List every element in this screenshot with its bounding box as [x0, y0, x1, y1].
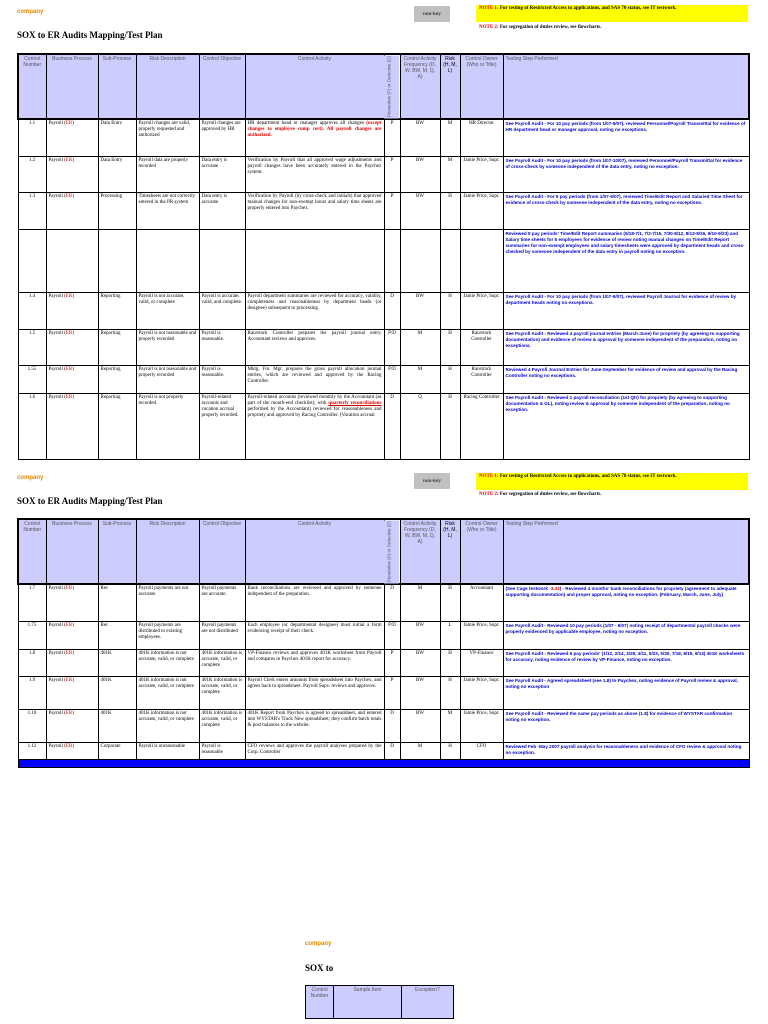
note-1-label: NOTE 1: — [479, 6, 499, 11]
control-activity: 401K Report from Paychex is agreed to spreadsheet, and entered into WYSTAR's Track Now spreadsheet; they confirm batch totals & post balances to the website. — [245, 709, 384, 742]
control-number: 1.6 — [18, 393, 46, 459]
table-row — [18, 584, 749, 621]
risk-description: 401K information is not accurate, valid, or complete — [136, 649, 199, 676]
table-footer-bar — [18, 759, 749, 767]
business-process: Payroll (ER) — [46, 292, 98, 329]
header-sub-process: Sub-Process — [98, 519, 136, 584]
control-owner: Jamie Price, Supr. — [460, 192, 503, 229]
business-process: Payroll (ER) — [46, 192, 98, 229]
frequency: BW — [400, 621, 440, 649]
testing-step: Reviewed Feb -May 2007 payroll analysis for reasonableness and evidence of CFO review & approval noting no exception. — [503, 742, 749, 759]
test-plan-table-2 — [17, 518, 750, 768]
risk-description: Payroll changes are valid, properly requested and authorized — [136, 119, 199, 156]
control-owner: VP-Finance — [460, 649, 503, 676]
control-number: 1.55 — [18, 365, 46, 393]
frequency: BW — [400, 292, 440, 329]
preventive-detective: P/D — [384, 329, 400, 365]
table-row — [18, 119, 749, 156]
header-testing-step: Testing Step Performed — [503, 519, 749, 584]
preventive-detective: D — [384, 709, 400, 742]
company-label-2: company — [17, 475, 44, 481]
header-control-number: Control Number — [18, 519, 46, 584]
frequency: BW — [400, 709, 440, 742]
sub-process: Data Entry — [98, 156, 136, 192]
preventive-detective: D — [384, 393, 400, 459]
table-row — [18, 742, 749, 759]
control-owner: Jamie Price, Supr. — [460, 292, 503, 329]
header-control-activity: Control Activity — [245, 519, 384, 584]
note-2-section-2: NOTE 2: For segregation of duties review, see flowcharts. — [479, 492, 602, 497]
sub-process: Reporting — [98, 393, 136, 459]
control-owner: Racetrack Controller — [460, 329, 503, 365]
testing-step: (See Cage testwork -3.33) - Reviewed 4 months' bank reconciliations for propriety (agreement to adequate supporting documentation) and proper approval, noting no exception. (February, March, June, July) — [503, 584, 749, 621]
frequency: BW — [400, 192, 440, 229]
risk-description: Payroll is not accurate, valid, or complete — [136, 292, 199, 329]
table-row — [18, 649, 749, 676]
risk-description: Payroll is not properly recorded. — [136, 393, 199, 459]
note-2-text: For segregation of duties review, see flowcharts. — [499, 25, 602, 30]
business-process: Payroll (ER) — [46, 329, 98, 365]
table-row — [18, 156, 749, 192]
control-objective: Payroll is accurate, valid, and complete. — [199, 292, 245, 329]
page-title-2: SOX to ER Audits Mapping/Test Plan — [17, 496, 163, 506]
table-row — [18, 229, 749, 292]
control-owner: CFO — [460, 742, 503, 759]
risk-level: M — [440, 156, 460, 192]
preventive-detective: P — [384, 649, 400, 676]
control-activity: Payroll department summaries are reviewed for accuracy, validity, completeness and reasonableness by department heads (or designee) subsequent to processing. — [245, 292, 384, 329]
frequency: BW — [400, 676, 440, 709]
control-objective: 401K information is accurate, valid, or complete — [199, 709, 245, 742]
sub-process: Reporting — [98, 365, 136, 393]
business-process: Payroll (ER) — [46, 584, 98, 621]
business-process: Payroll (ER) — [46, 676, 98, 709]
header-control-number: Control Number — [18, 54, 46, 119]
risk-level: H — [440, 742, 460, 759]
control-objective: Payroll payments are not distributed — [199, 621, 245, 649]
risk-description: Payroll payments are not accurate. — [136, 584, 199, 621]
risk-level: H — [440, 676, 460, 709]
control-number: 1.3 — [18, 192, 46, 229]
risk-level: H — [440, 365, 460, 393]
business-process: Payroll (ER) — [46, 119, 98, 156]
risk-description: Payroll is not reasonable and properly recorded — [136, 365, 199, 393]
control-objective: Payroll is reasonable — [199, 742, 245, 759]
sub-process: Rec — [98, 621, 136, 649]
header-control-objective: Control Objective — [199, 54, 245, 119]
note-1 — [476, 5, 748, 22]
control-owner: Jamie Price, Supr. — [460, 676, 503, 709]
control-number: 1.4 — [18, 292, 46, 329]
company-label: company — [17, 9, 44, 15]
preventive-detective: P/D — [384, 365, 400, 393]
frequency: BW — [400, 649, 440, 676]
business-process: Payroll (ER) — [46, 742, 98, 759]
business-process: Payroll (ER) — [46, 365, 98, 393]
business-process: Payroll (ER) — [46, 393, 98, 459]
note-1-text: For testing of Restricted Access to applications, and SAS 70 status, see IT testwork. — [499, 6, 677, 11]
testing-step: See Payroll Audit - Reviewed 5 pay periods' (1/12, 2/14, 3/28, 4/11, 5/23, 5/30, 7/18, 8/15, 9/13) 401K worksheets for accuracy, noting evidence of review by VP-Finance, noting no exception. — [503, 649, 749, 676]
control-activity: VP-Finance reviews and approves 401K worksheet from Payroll and compares to Paychex 401K report for accuracy. — [245, 649, 384, 676]
header-control-number: Control Number — [306, 986, 334, 1019]
header-business-process: Business Process — [46, 54, 98, 119]
preventive-detective: P — [384, 156, 400, 192]
risk-level: M — [440, 709, 460, 742]
sub-process: Reporting — [98, 292, 136, 329]
sub-process: 401K — [98, 676, 136, 709]
non-key-label-2: non-key — [414, 473, 450, 489]
control-objective: Data entry is accurate — [199, 156, 245, 192]
control-owner: Racetrack Controller — [460, 365, 503, 393]
sub-process: Processing — [98, 192, 136, 229]
business-process: Payroll (ER) — [46, 649, 98, 676]
control-number: 1.5 — [18, 329, 46, 365]
business-process: Payroll (ER) — [46, 709, 98, 742]
header-frequency: Control Activity Frequency (D, W, BW, M, Q, A) — [400, 519, 440, 584]
control-activity: Mktg. Fin. Mgr. prepares the gross payroll allocation journal entries, which are reviewed and approved by the Racing Controller. — [245, 365, 384, 393]
business-process: Payroll (ER) — [46, 621, 98, 649]
testing-step: See Payroll Audit - For 10 pay periods (from 1/07-10/07), reviewed Personnel/Payroll Transmittal for evidence of cross-check by someone independent of the data entry, noting no exception. — [503, 156, 749, 192]
sample-table — [305, 985, 454, 1019]
table-row — [18, 365, 749, 393]
non-key-label: non-key — [414, 6, 450, 22]
testing-step: See Payroll Audit - Agreed spreadsheet (see 1.8) to Paychex, noting evidence of Payroll review & approval, noting no exception — [503, 676, 749, 709]
testing-step: Reviewed 4 Payroll Journal Entries for June-September for evidence of review and approval by the Racing Controller noting no exceptions. — [503, 365, 749, 393]
company-label-3: company — [305, 941, 332, 947]
control-objective: Payroll payments are accurate. — [199, 584, 245, 621]
control-number: 1.1 — [18, 119, 46, 156]
preventive-detective: P/D — [384, 621, 400, 649]
control-activity: Bank reconciliations are reviewed and approved by someone independent of the preparation. — [245, 584, 384, 621]
risk-description: 401K information is not accurate, valid, or complete — [136, 676, 199, 709]
control-owner: Jamie Price, Supr. — [460, 709, 503, 742]
control-objective: Data entry is accurate — [199, 192, 245, 229]
control-owner: Jamie Price, Supr. — [460, 621, 503, 649]
testing-step: See Payroll Audit - For 10 pay periods (from 1/07-9/07), reviewed Personnel/Payroll Transmittal for evidence of HR department head or manager approval, noting no exceptions. — [503, 119, 749, 156]
risk-level: H — [440, 649, 460, 676]
testing-step: See Payroll Audit - Reviewed 4 payroll journal entries (March-June) for propriety (by agreeing to supporting documentation) and evidence of review & approval by someone independent of the preparation, noting no exceptions. — [503, 329, 749, 365]
table-row — [18, 393, 749, 459]
header-risk-description: Risk Description — [136, 519, 199, 584]
control-activity: HR department head or manager approves all changes (except changes to employee comp cert). All payroll changes are authorized. — [245, 119, 384, 156]
frequency: BW — [400, 119, 440, 156]
control-objective: Payroll changes are approved by HR — [199, 119, 245, 156]
control-objective: 401K information is accurate, valid, or complete — [199, 676, 245, 709]
business-process: Payroll (ER) — [46, 156, 98, 192]
header-exception: Exception? — [402, 986, 454, 1019]
testing-step: See Payroll Audit - Reviewed 10 pay periods (1/07 - 9/07) noting receipt of departmental payroll checks were properly evidenced by applicable employee, noting no exception. — [503, 621, 749, 649]
testing-step: See Payroll Audit - For 10 pay periods (from 1/07-9/07), reviewed Payroll Journal for evidence of review by department heads noting no exceptions. — [503, 292, 749, 329]
sub-process: Rec — [98, 584, 136, 621]
table-row — [18, 709, 749, 742]
control-objective: 401K information is accurate, valid, or complete — [199, 649, 245, 676]
table-row — [18, 292, 749, 329]
frequency: M — [400, 584, 440, 621]
header-business-process: Business Process — [46, 519, 98, 584]
risk-description: Payroll payments are distributed to existing employees. — [136, 621, 199, 649]
control-activity: CFO reviews and approves the payroll analyses prepared by the Corp. Controller — [245, 742, 384, 759]
control-number: 1.12 — [18, 742, 46, 759]
frequency: M — [400, 365, 440, 393]
header-risk-description: Risk Description — [136, 54, 199, 119]
testing-step: See Payroll Audit - Reviewed 1 payroll reconciliation (1st Qtr) for propriety (by agreeing to supporting documentation & GL), noting review & approval by someone independent of the preparation, noting no exception. — [503, 393, 749, 459]
frequency: BW — [400, 156, 440, 192]
risk-level: L — [440, 621, 460, 649]
control-activity: Each employee (or departmental designee) must initial a form evidencing receipt of their check. — [245, 621, 384, 649]
header-risk-level: Risk (H, M, L) — [440, 54, 460, 119]
risk-level: H — [440, 584, 460, 621]
sub-process: 401K — [98, 709, 136, 742]
control-owner: Accountant — [460, 584, 503, 621]
header-sub-process: Sub-Process — [98, 54, 136, 119]
testing-step: Reviewed 5 pay periods' Time/Edit Report summaries (6/18-7/1, 7/2-7/15, 7/30-8/12, 8/13-8/26, 9/10-9/23) and Salary time sheets for 5 employees for evidence of review noting manual changes on Time/Edit Report summaries for non-exempt employees and salary timesheets were approved by department heads and cross-checked by someone independent of the data entry in payroll noting no exception. — [503, 229, 749, 292]
risk-description: Payroll data are properly recorded — [136, 156, 199, 192]
risk-description: Payroll is unreasonable — [136, 742, 199, 759]
header-risk-level: Risk (H, M, L) — [440, 519, 460, 584]
header-preventive-detective: Preventive (P) or Detective (D) — [384, 54, 400, 119]
testing-step: See Payroll Audit - Reviewed the same pay periods as above (1.8) for evidence of WYSTAR confirmation noting no exception. — [503, 709, 749, 742]
header-control-owner: Control Owner (Who or Title) — [460, 519, 503, 584]
control-number: 1.10 — [18, 709, 46, 742]
header-frequency: Control Activity Frequency (D, W, BW, M, Q, A) — [400, 54, 440, 119]
control-number: 1.9 — [18, 676, 46, 709]
control-owner: Racing Controller — [460, 393, 503, 459]
frequency: Q — [400, 393, 440, 459]
control-activity: Payroll Clerk enters amounts from spreadsheet into Paychex, and agrees back to spreadsheet. Payroll Supv. reviews and approves. — [245, 676, 384, 709]
table-row — [18, 329, 749, 365]
risk-level: H — [440, 292, 460, 329]
page-title: SOX to ER Audits Mapping/Test Plan — [17, 30, 163, 40]
risk-description: Timesheets are not correctly entered in the PR system — [136, 192, 199, 229]
control-number: 1.7 — [18, 584, 46, 621]
risk-level: H — [440, 192, 460, 229]
risk-level: H — [440, 393, 460, 459]
risk-level: H — [440, 329, 460, 365]
control-owner: HR Director — [460, 119, 503, 156]
control-number: 1.8 — [18, 649, 46, 676]
note-2 — [476, 24, 754, 31]
sub-process: Corporate — [98, 742, 136, 759]
test-plan-table-1 — [17, 53, 750, 460]
preventive-detective: P — [384, 119, 400, 156]
table-row — [18, 676, 749, 709]
control-activity: Verification by Payroll (by cross-check and initials) that approved manual changes for non-exempt hours and salary time sheets are properly entered into Paychex. — [245, 192, 384, 229]
control-objective: Payroll-related accounts and vacation accrual properly recorded. — [199, 393, 245, 459]
header-control-owner: Control Owner (Who or Title) — [460, 54, 503, 119]
risk-description: Payroll is not reasonable and properly recorded — [136, 329, 199, 365]
sub-process: Data Entry — [98, 119, 136, 156]
header-control-objective: Control Objective — [199, 519, 245, 584]
risk-level: M — [440, 119, 460, 156]
control-activity: Racetrack Controller prepares the payroll journal entry. Accountant reviews and approves. — [245, 329, 384, 365]
control-objective: Payroll is reasonable. — [199, 329, 245, 365]
page-title-3: SOX to — [305, 963, 334, 973]
table-row — [18, 192, 749, 229]
header-sample-item: Sample Item — [334, 986, 402, 1019]
note-1-section-2: NOTE 1: For testing of Restricted Access to applications, and SAS 70 status, see IT testwork. — [476, 473, 748, 490]
control-objective: Payroll is reasonable. — [199, 365, 245, 393]
note-2-label: NOTE 2: — [479, 25, 499, 30]
header-control-activity: Control Activity — [245, 54, 384, 119]
preventive-detective: P — [384, 192, 400, 229]
sub-process: Reporting — [98, 329, 136, 365]
testing-step: See Payroll Audit - For 5 pay periods (from 1/07-5/07), reviewed Time/Edit Report and Salaried Time Sheet for evidence of cross-check by someone independent of the data entry, noting no exceptions. — [503, 192, 749, 229]
preventive-detective: D — [384, 292, 400, 329]
frequency: M — [400, 742, 440, 759]
header-testing-step: Testing Step Performed — [503, 54, 749, 119]
sub-process: 401K — [98, 649, 136, 676]
preventive-detective: D — [384, 742, 400, 759]
control-activity: Verification by Payroll that all approved wage adjustments and payroll changes have been accurately entered in the Paychex system. — [245, 156, 384, 192]
frequency: M — [400, 329, 440, 365]
header-preventive-detective: Preventive (P) or Detective (D) — [384, 519, 400, 584]
control-activity: Payroll-related accounts (reviewed monthly by the Accountant (as part of the month-end checklist), with quarterly reconciliations performed by the Accountant) reviewed for reasonableness and propriety and approved by Racing Controller. (Vacation accrual — [245, 393, 384, 459]
control-number: 1.75 — [18, 621, 46, 649]
table-row — [18, 621, 749, 649]
control-number: 1.2 — [18, 156, 46, 192]
control-owner: Jamie Price, Supr. — [460, 156, 503, 192]
preventive-detective: D — [384, 584, 400, 621]
preventive-detective: P — [384, 676, 400, 709]
risk-description: 401K information is not accurate, valid, or complete — [136, 709, 199, 742]
